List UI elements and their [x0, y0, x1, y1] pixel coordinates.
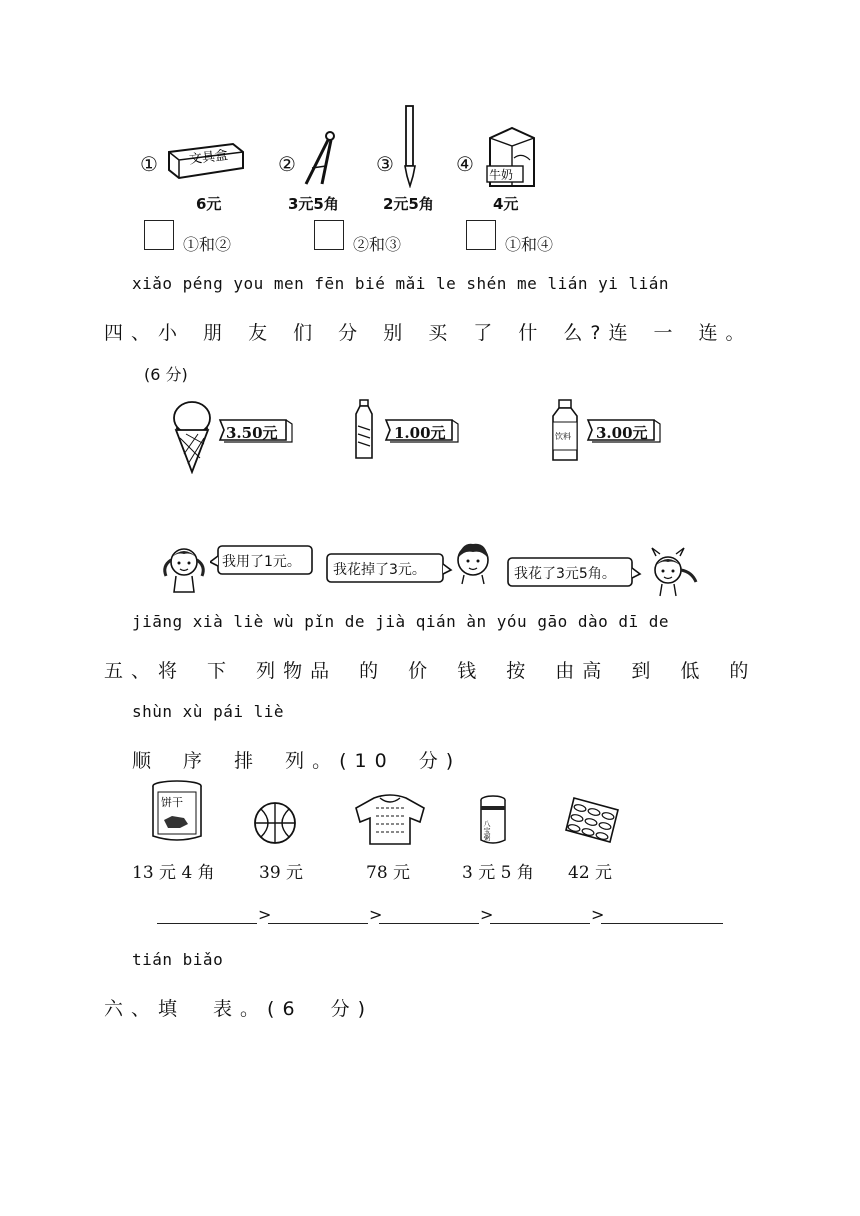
question-score: (6 分) — [144, 365, 188, 384]
item-price: 78 元 — [366, 863, 411, 883]
item-price: 6元 — [196, 195, 222, 213]
pinyin-line: shùn xù pái liè — [132, 702, 284, 721]
item-number: ③ — [376, 152, 394, 176]
pencil-case-icon — [163, 138, 247, 184]
drink-label: 饮料 — [555, 432, 571, 441]
answer-box[interactable] — [314, 220, 344, 250]
milk-carton-icon — [484, 124, 540, 190]
item-price: 13 元 4 角 — [132, 863, 215, 883]
pinyin-line: jiāng xià liè wù pǐn de jià qián àn yóu gāo dào dī de — [132, 612, 670, 631]
greater-than-sign: > — [369, 905, 383, 924]
ice-cream-icon — [170, 398, 214, 474]
item-number: ① — [140, 152, 158, 176]
sweater-icon — [352, 792, 428, 848]
option-label: ①和④ — [505, 235, 554, 254]
answer-blank[interactable] — [268, 923, 368, 924]
pinyin-line: xiǎo péng you men fēn bié mǎi le shén me lián yi lián — [132, 274, 670, 293]
answer-blank[interactable] — [490, 923, 590, 924]
milk-label: 牛奶 — [489, 168, 514, 182]
answer-box[interactable] — [144, 220, 174, 250]
speech-text: 我用了1元。 — [222, 554, 301, 570]
speech-text: 我花掉了3元。 — [333, 562, 426, 578]
item-price: 3 元 5 角 — [462, 863, 534, 883]
answer-box[interactable] — [466, 220, 496, 250]
item-price: 2元5角 — [383, 195, 434, 213]
biscuit-label: 饼干 — [161, 796, 183, 809]
congee-can-icon — [478, 794, 508, 846]
pill-pack-icon — [564, 796, 620, 844]
biscuit-can-icon — [150, 778, 204, 844]
answer-blank[interactable] — [379, 923, 479, 924]
item-price: 4元 — [493, 195, 519, 213]
greater-than-sign: > — [258, 905, 272, 924]
pinyin-line: tián biǎo — [132, 950, 224, 969]
item-price: 3元5角 — [288, 195, 339, 213]
question-title: 顺 序 排 列。(10 分) — [132, 750, 462, 772]
answer-blank[interactable] — [601, 923, 723, 924]
price-tag-text: 1.00元 — [394, 424, 446, 442]
answer-blank[interactable] — [157, 923, 257, 924]
girl-icon — [642, 546, 700, 598]
brush-icon — [400, 104, 420, 188]
greater-than-sign: > — [480, 905, 494, 924]
item-number: ④ — [456, 152, 474, 176]
greater-than-sign: > — [591, 905, 605, 924]
water-bottle-icon — [350, 398, 378, 462]
item-price: 42 元 — [568, 863, 613, 883]
basketball-icon — [252, 800, 298, 846]
congee-label: 八宝粥 — [483, 820, 491, 841]
price-tag-text: 3.00元 — [596, 424, 648, 442]
option-label: ②和③ — [353, 235, 402, 254]
question-title: 六、填 表。(6 分) — [104, 998, 373, 1020]
drink-bottle-icon — [548, 398, 582, 464]
compass-icon — [300, 128, 344, 188]
item-number: ② — [278, 152, 296, 176]
girl-icon — [158, 540, 210, 594]
question-title: 五、将 下 列物品 的 价 钱 按 由高 到 低 的 — [104, 660, 757, 682]
pencil-case-label: 文具盒 — [188, 148, 229, 168]
speech-text: 我花了3元5角。 — [514, 566, 616, 582]
question-title: 四、小 朋 友 们 分 别 买 了 什 么?连 一 连。 — [104, 322, 753, 344]
price-tag-text: 3.50元 — [226, 424, 278, 442]
option-label: ①和② — [183, 235, 232, 254]
boy-icon — [452, 536, 494, 586]
item-price: 39 元 — [259, 863, 304, 883]
